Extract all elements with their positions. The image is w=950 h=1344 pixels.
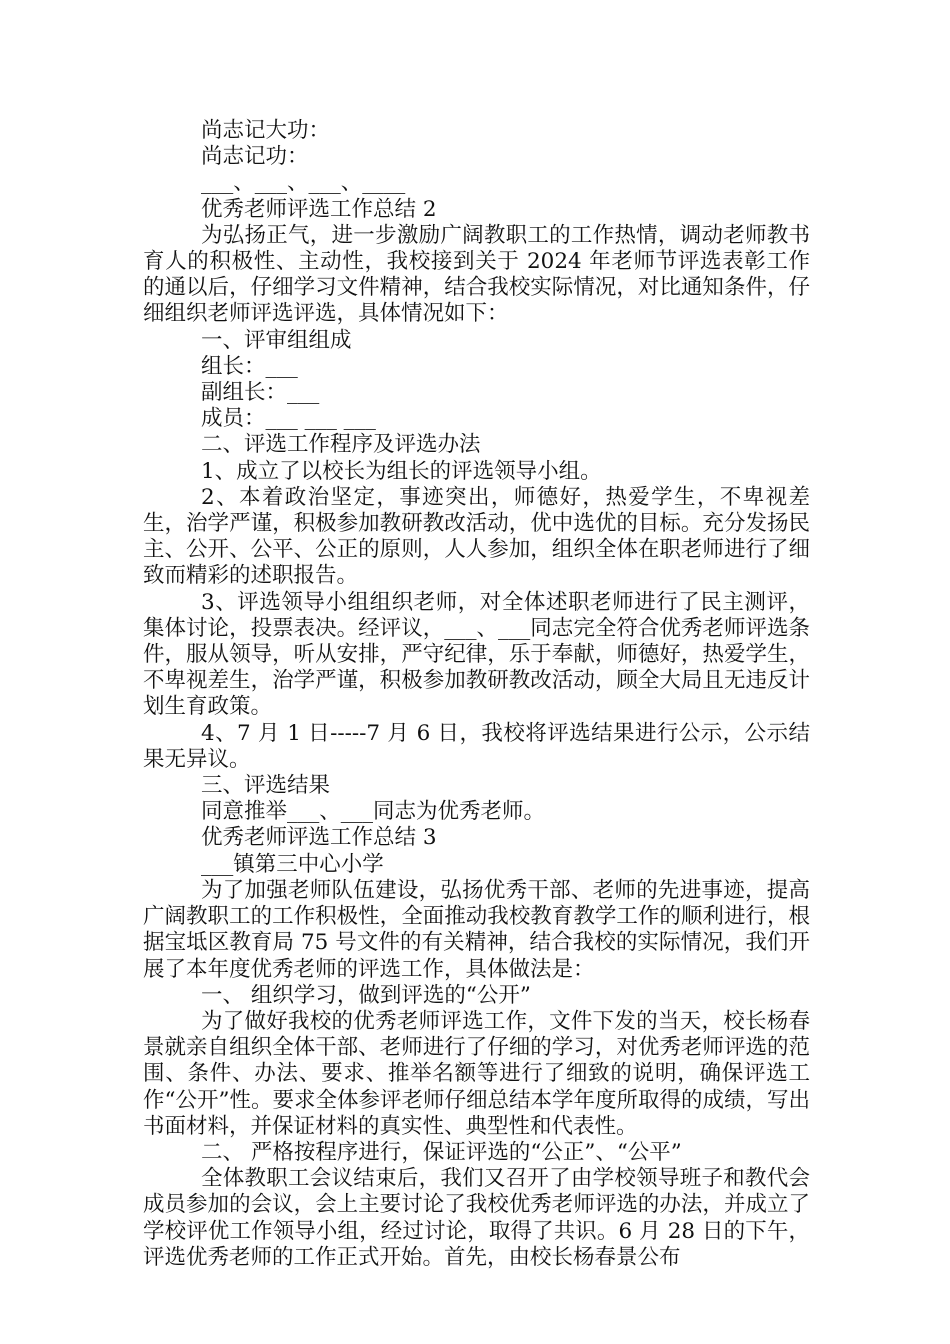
document-body	[143, 118, 810, 1271]
deputy-leader-line: 副组长：___	[201, 380, 320, 406]
procedure-item-3: 3、评选领导小组组织老师，对全体述职老师进行了民主测评，集体讨论，投票表决。经评议，___、___同志完全符合优秀老师评选条件，服从领导，听从安排，严守纪律，乐于奉献，师德好，热爱学生，不卑视差生，治学严谨，积极参加教研教改活动，顾全大局且无违反计划生育政策。	[143, 589, 810, 720]
group-leader-line: 组长：___	[201, 353, 298, 379]
paragraph-organize-study: 为了做好我校的优秀老师评选工作，文件下发的当天，校长杨春景就亲自组织全体干部、老师进行了仔细的学习，对优秀老师评选的范围、条件、办法、要求、推举名额等进行了细致的说明，确保评选工作“公开”性。要求全体参评老师仔细总结本学年度所取得的成绩，写出书面材料，并保证材料的真实性、典型性和代表性。	[143, 1008, 810, 1139]
school-name-line: ___镇第三中心小学	[201, 851, 384, 877]
heading-strict-procedure: 二、 严格按程序进行，保证评选的“公正”、“公平”	[201, 1139, 682, 1165]
procedure-item-1: 1、成立了以校长为组长的评选领导小组。	[201, 458, 602, 484]
paragraph-strict-procedure: 全体教职工会议结束后，我们又召开了由学校领导班子和教代会成员参加的会议，会上主要讨论了我校优秀老师评选的办法，并成立了学校评优工作领导小组，经过讨论，取得了共识。6 月 28 日的下午，评选优秀老师的工作正式开始。首先，由校长杨春景公布	[143, 1166, 810, 1270]
heading-review-group: 一、评审组组成	[201, 327, 352, 353]
procedure-item-2: 2、本着政治坚定，事迹突出，师德好，热爱学生，不卑视差生，治学严谨，积极参加教研教改活动，优中选优的目标。充分发扬民主、公开、公平、公正的原则，人人参加，组织全体在职老师进行了细致而精彩的述职报告。	[143, 484, 810, 589]
award-major-line: 尚志记大功：	[201, 118, 331, 143]
names-blank-line: ___、___、___、____	[201, 170, 406, 196]
section-title-3: 优秀老师评选工作总结 3	[201, 825, 437, 851]
procedure-item-4: 4、7 月 1 日-----7 月 6 日，我校将评选结果进行公示，公示结果无异议。	[143, 720, 810, 772]
heading-procedure: 二、评选工作程序及评选办法	[201, 432, 481, 458]
paragraph-intro-2: 为弘扬正气，进一步激励广阔教职工的工作热情，调动老师教书育人的积极性、主动性，我校接到关于 2024 年老师节评选表彰工作的通以后，仔细学习文件精神，结合我校实际情况，对比通知条件，仔细组织老师评选评选，具体情况如下：	[143, 222, 810, 327]
members-line: 成员：___ ___ ___	[201, 406, 376, 432]
results-line: 同意推举___、___同志为优秀老师。	[201, 799, 546, 825]
award-line: 尚志记功：	[201, 144, 309, 170]
heading-results: 三、评选结果	[201, 773, 331, 799]
paragraph-intro-3: 为了加强老师队伍建设，弘扬优秀干部、老师的先进事迹，提高广阔教职工的工作积极性，全面推动我校教育教学工作的顺利进行，根据宝坻区教育局 75 号文件的有关精神，结合我校的实际情况，我们开展了本年度优秀老师的评选工作，具体做法是：	[143, 877, 810, 982]
heading-organize-study: 一、 组织学习，做到评选的“公开”	[201, 982, 531, 1008]
section-title-2: 优秀老师评选工作总结 2	[201, 196, 437, 222]
